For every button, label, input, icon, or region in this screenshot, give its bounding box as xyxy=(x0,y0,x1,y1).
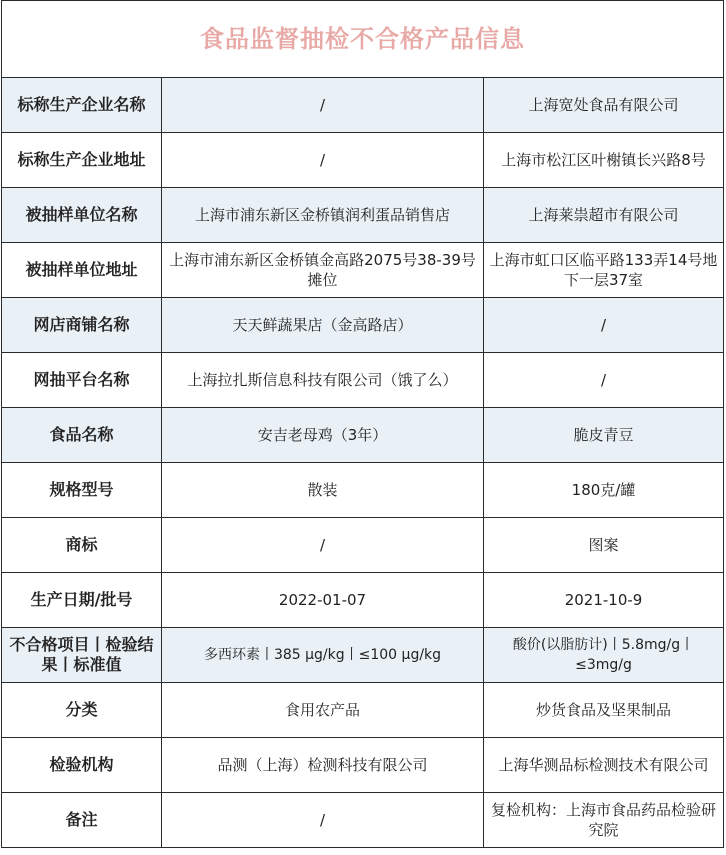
table-row xyxy=(2,243,724,298)
cell-product-1: 2022-01-07 xyxy=(162,573,484,628)
row-label: 不合格项目丨检验结果丨标准值 xyxy=(2,628,162,683)
cell-product-1: 散装 xyxy=(162,463,484,518)
cell-product-2: 上海宽处食品有限公司 xyxy=(484,78,724,133)
cell-product-1: 上海市浦东新区金桥镇金高路2075号38-39号摊位 xyxy=(162,243,484,298)
table-row xyxy=(2,188,724,243)
table-row xyxy=(2,793,724,848)
report-container xyxy=(1,0,723,848)
cell-product-1: 多西环素丨385 μg/kg丨≤100 μg/kg xyxy=(162,628,484,683)
cell-product-1: / xyxy=(162,78,484,133)
cell-product-1: / xyxy=(162,793,484,848)
cell-product-1: 品测（上海）检测科技有限公司 xyxy=(162,738,484,793)
row-label: 规格型号 xyxy=(2,463,162,518)
cell-product-2: 上海市虹口区临平路133弄14号地下一层37室 xyxy=(484,243,724,298)
table-row xyxy=(2,298,724,353)
inspection-table xyxy=(1,0,724,848)
row-label: 生产日期/批号 xyxy=(2,573,162,628)
row-label: 备注 xyxy=(2,793,162,848)
row-label: 网店商铺名称 xyxy=(2,298,162,353)
row-label: 标称生产企业名称 xyxy=(2,78,162,133)
cell-product-2: 180克/罐 xyxy=(484,463,724,518)
table-row xyxy=(2,738,724,793)
cell-product-2: 复检机构：上海市食品药品检验研究院 xyxy=(484,793,724,848)
table-row xyxy=(2,133,724,188)
table-row xyxy=(2,518,724,573)
table-row xyxy=(2,628,724,683)
cell-product-1: 食用农产品 xyxy=(162,683,484,738)
cell-product-2: / xyxy=(484,353,724,408)
title-row xyxy=(2,1,724,78)
cell-product-1: 上海拉扎斯信息科技有限公司（饿了么） xyxy=(162,353,484,408)
cell-product-1: / xyxy=(162,133,484,188)
row-label: 检验机构 xyxy=(2,738,162,793)
table-title: 食品监督抽检不合格产品信息 xyxy=(2,1,724,78)
cell-product-2: 上海华测品标检测技术有限公司 xyxy=(484,738,724,793)
row-label: 分类 xyxy=(2,683,162,738)
table-row xyxy=(2,573,724,628)
row-label: 网抽平台名称 xyxy=(2,353,162,408)
table-row xyxy=(2,353,724,408)
cell-product-2: 酸价(以脂肪计)丨5.8mg/g丨≤3mg/g xyxy=(484,628,724,683)
cell-product-2: 图案 xyxy=(484,518,724,573)
row-label: 标称生产企业地址 xyxy=(2,133,162,188)
cell-product-2: 炒货食品及坚果制品 xyxy=(484,683,724,738)
cell-product-2: 脆皮青豆 xyxy=(484,408,724,463)
cell-product-1: 安吉老母鸡（3年） xyxy=(162,408,484,463)
cell-product-1: 上海市浦东新区金桥镇润利蛋品销售店 xyxy=(162,188,484,243)
cell-product-1: / xyxy=(162,518,484,573)
table-row xyxy=(2,78,724,133)
table-row xyxy=(2,463,724,518)
row-label: 食品名称 xyxy=(2,408,162,463)
cell-product-2: 上海市松江区叶榭镇长兴路8号 xyxy=(484,133,724,188)
table-row xyxy=(2,683,724,738)
row-label: 被抽样单位地址 xyxy=(2,243,162,298)
cell-product-2: / xyxy=(484,298,724,353)
table-row xyxy=(2,408,724,463)
row-label: 被抽样单位名称 xyxy=(2,188,162,243)
cell-product-1: 天天鲜蔬果店（金高路店） xyxy=(162,298,484,353)
cell-product-2: 上海莱祟超市有限公司 xyxy=(484,188,724,243)
row-label: 商标 xyxy=(2,518,162,573)
cell-product-2: 2021-10-9 xyxy=(484,573,724,628)
